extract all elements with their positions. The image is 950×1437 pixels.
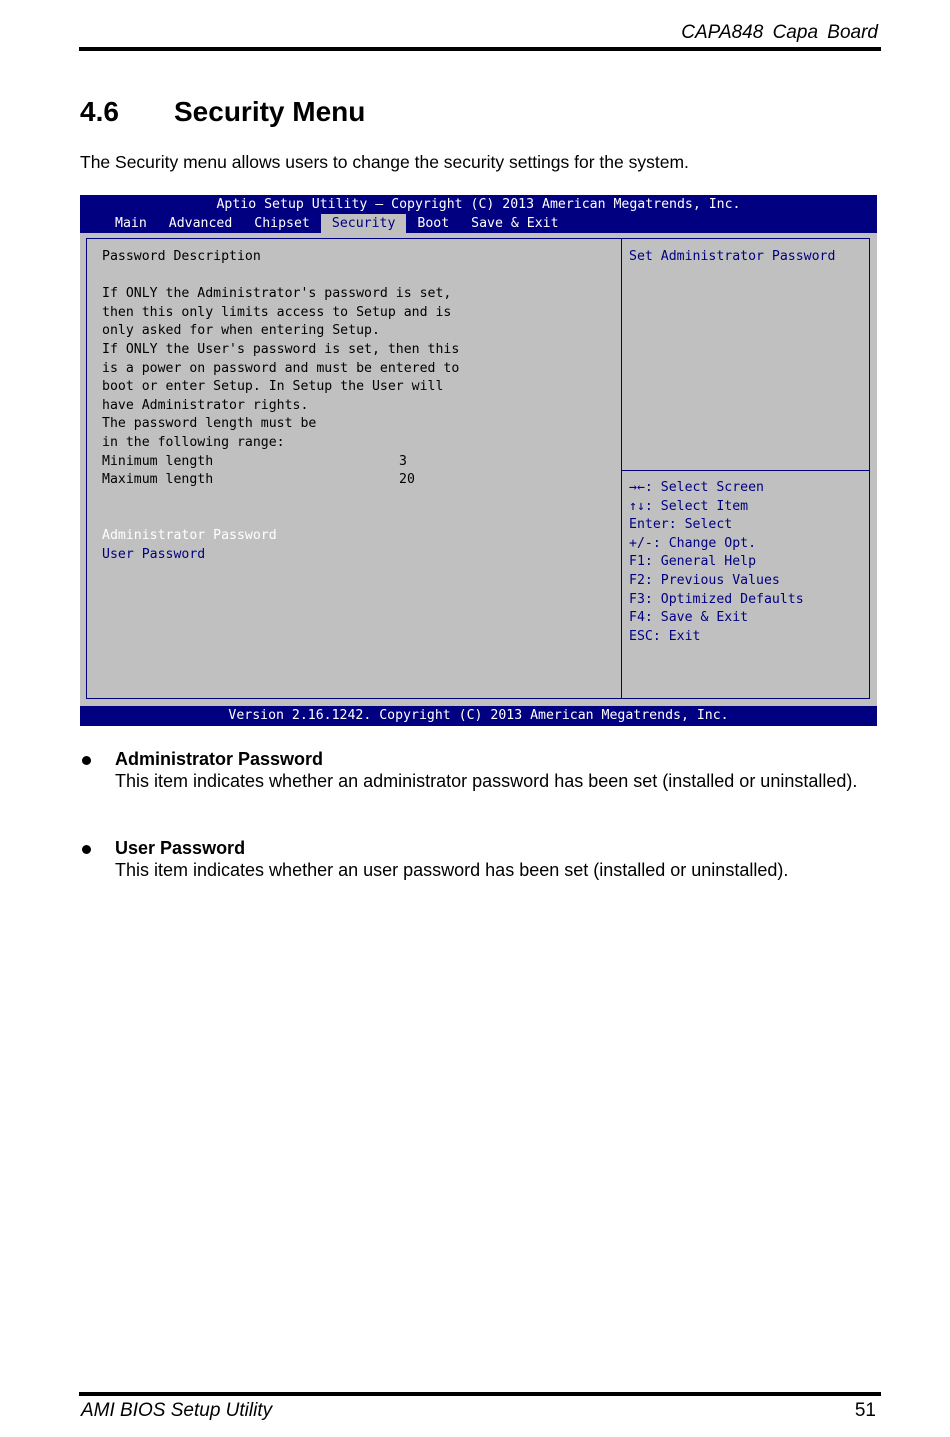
section-number: 4.6 — [80, 96, 119, 127]
help-divider — [622, 470, 869, 471]
tab-security[interactable]: Security — [321, 214, 407, 233]
min-length-label: Minimum length — [102, 453, 214, 469]
max-length-row — [102, 471, 459, 490]
bullet-title: User Password — [115, 838, 246, 858]
bullet-dot-icon — [82, 756, 91, 765]
footer-title: AMI BIOS Setup Utility — [81, 1400, 273, 1421]
bullet-text: This item indicates whether an user password has been set (installed or uninstalled). — [115, 860, 789, 880]
bullet-title: Administrator Password — [115, 749, 324, 769]
bios-main-panel — [86, 238, 870, 699]
min-length-row — [102, 453, 459, 472]
bios-help-pane — [622, 239, 869, 698]
max-length-label: Maximum length — [102, 472, 214, 488]
bios-title: Aptio Setup Utility – Copyright (C) 2013 American Megatrends, Inc. — [216, 197, 741, 212]
help-text: Set Administrator Password — [629, 249, 836, 264]
tab-save-exit[interactable]: Save & Exit — [471, 216, 559, 231]
tab-main[interactable]: Main — [115, 216, 147, 231]
key-esc-exit: ESC: Exit — [629, 628, 701, 644]
key-save-exit: F4: Save & Exit — [629, 610, 749, 626]
section-title: Security Menu — [174, 96, 366, 127]
user-password-item[interactable]: User Password — [102, 546, 206, 562]
admin-password-item[interactable]: Administrator Password — [102, 528, 277, 543]
tab-chipset[interactable]: Chipset — [254, 216, 310, 231]
header-title: CAPA848 Capa Board — [681, 22, 878, 43]
password-description — [102, 248, 459, 490]
key-legend — [629, 479, 804, 646]
key-change-opt: +/-: Change Opt. — [629, 535, 757, 551]
bios-version-bar: Version 2.16.1242. Copyright (C) 2013 American Megatrends, Inc. — [80, 706, 877, 726]
page-number: 51 — [854, 1400, 876, 1421]
tab-boot[interactable]: Boot — [417, 216, 450, 231]
bullet-dot-icon — [82, 845, 91, 854]
key-previous-values: F2: Previous Values — [629, 572, 780, 588]
bios-settings-pane — [87, 239, 622, 698]
password-description-text: Password Description If ONLY the Administrator's password is set, then this only limits access to Setup and is only asked for when entering Setup. If ONLY the User's password is set, then this is a power on password and must be entered to boot or enter Setup. In Setup the User will have Administrator rights. The password length must be in the following range: — [102, 249, 460, 450]
min-length-value: 3 — [399, 453, 407, 469]
key-select-item: ↑↓: Select Item — [629, 498, 749, 514]
key-optimized-defaults: F3: Optimized Defaults — [629, 591, 804, 607]
intro-paragraph: The Security menu allows users to change the security settings for the system. — [80, 152, 689, 172]
bios-header-bar — [80, 195, 877, 233]
header-rule — [79, 47, 881, 51]
bios-tab-bar — [104, 214, 570, 233]
key-enter-select: Enter: Select — [629, 517, 733, 533]
bios-item-list — [102, 527, 277, 564]
bullet-text: This item indicates whether an administrator password has been set (installed or uninstalled). — [115, 771, 858, 791]
footer-rule — [79, 1392, 881, 1396]
section-heading — [80, 96, 365, 128]
tab-advanced[interactable]: Advanced — [168, 216, 233, 231]
max-length-value: 20 — [399, 472, 415, 488]
key-general-help: F1: General Help — [629, 554, 757, 570]
bios-screenshot — [80, 195, 877, 726]
key-select-screen: →←: Select Screen — [629, 480, 764, 495]
